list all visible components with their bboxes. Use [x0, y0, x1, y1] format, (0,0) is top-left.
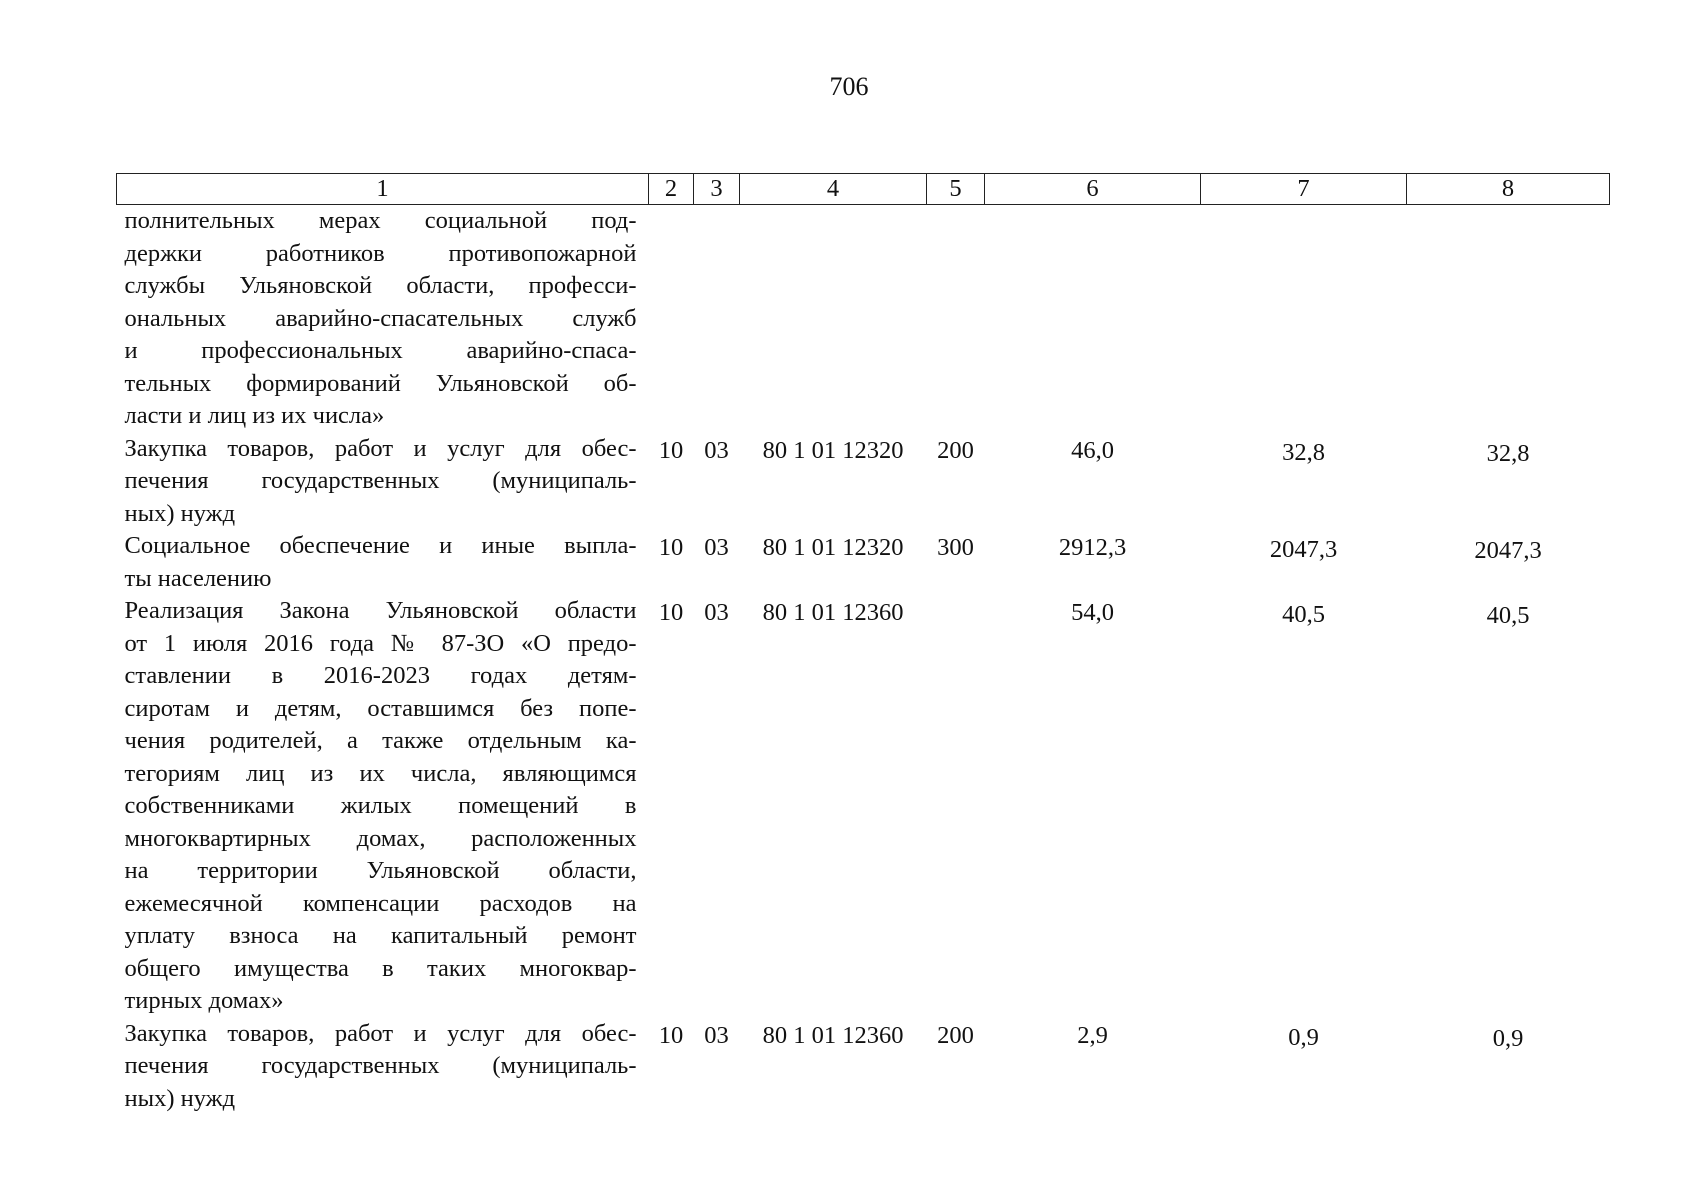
- description-cell: [117, 433, 649, 531]
- description-cell: [117, 595, 649, 1018]
- amount-cell: 2047,3: [1474, 537, 1542, 564]
- description-cell: [117, 530, 649, 595]
- description-line: службы Ульяновской области, професси-: [124, 272, 637, 299]
- amount-cell: 0,9: [1288, 1023, 1319, 1051]
- table-row: [117, 433, 1610, 531]
- description-cell: [117, 205, 649, 433]
- section-code-cell: [649, 205, 694, 433]
- description-line: и профессиональных аварийно-спаса-: [124, 337, 637, 364]
- column-header: 8: [1407, 174, 1610, 205]
- subsection-code-cell: 03: [704, 1021, 729, 1049]
- description-line: на территории Ульяновской области,: [124, 857, 637, 884]
- description-line: уплату взноса на капитальный ремонт: [124, 922, 637, 949]
- column-header: 7: [1201, 174, 1407, 205]
- column-header: 6: [985, 174, 1201, 205]
- subsection-code-cell: 03: [704, 436, 729, 464]
- column-header: 2: [649, 174, 694, 205]
- expense-type-cell: [927, 205, 985, 433]
- description-cell: [117, 1018, 649, 1116]
- description-line: многоквартирных домах, расположенных: [124, 824, 637, 852]
- table-row: [117, 530, 1610, 595]
- subsection-code-cell: 03: [704, 599, 729, 626]
- section-code-cell: 10: [658, 534, 684, 561]
- description-line: ональных аварийно-спасательных служб: [124, 304, 637, 332]
- column-header: 1: [117, 174, 649, 205]
- table-header-row: [117, 174, 1610, 205]
- amount-cell: 0,9: [1492, 1024, 1524, 1052]
- page-number: 706: [829, 72, 869, 101]
- section-code-cell: 10: [658, 1021, 684, 1049]
- table-row: [117, 205, 1610, 433]
- description-line: тельных формирований Ульяновской об-: [124, 369, 637, 397]
- column-header: 4: [740, 174, 927, 205]
- amount-cell: [1201, 205, 1407, 433]
- table-row: [117, 1018, 1610, 1116]
- description-line: полнительных мерах социальной под-: [124, 207, 637, 234]
- table-body: [117, 205, 1610, 1116]
- subsection-code-cell: [694, 205, 740, 433]
- expense-type-cell: 200: [937, 1021, 974, 1049]
- amount-cell: [985, 205, 1201, 433]
- description-line: ежемесячной компенсации расходов на: [124, 889, 637, 917]
- description-line: тегориям лиц из их числа, являющимся: [124, 759, 637, 787]
- description-line: ных) нужд: [124, 499, 236, 527]
- column-header: 3: [694, 174, 740, 205]
- target-article-cell: 80 1 01 12320: [762, 436, 904, 464]
- description-line: ты населению: [124, 564, 272, 592]
- target-article-cell: 80 1 01 12360: [762, 1021, 904, 1049]
- description-line: Социальное обеспечение и иные выпла-: [124, 532, 637, 559]
- description-line: ласти и лиц из их числа»: [124, 402, 385, 429]
- amount-cell: 2912,3: [1058, 534, 1127, 561]
- amount-cell: 54,0: [1071, 599, 1114, 626]
- description-line: ставлении в 2016-2023 годах детям-: [124, 662, 637, 689]
- table-row: [117, 595, 1610, 1018]
- target-article-cell: 80 1 01 12320: [762, 534, 904, 561]
- amount-cell: 32,8: [1282, 438, 1325, 466]
- description-line: печения государственных (муниципаль-: [124, 467, 637, 494]
- target-article-cell: 80 1 01 12360: [762, 599, 904, 626]
- expense-type-cell: [927, 595, 985, 1018]
- description-line: от 1 июля 2016 года № 87-ЗО «О предо-: [124, 629, 637, 657]
- amount-cell: 40,5: [1486, 602, 1530, 629]
- amount-cell: 2,9: [1077, 1021, 1108, 1049]
- amount-cell: 32,8: [1486, 439, 1530, 467]
- description-line: Закупка товаров, работ и услуг для обес-: [124, 1019, 637, 1047]
- description-line: собственниками жилых помещений в: [124, 792, 637, 819]
- description-line: печения государственных (муниципаль-: [124, 1052, 637, 1079]
- section-code-cell: 10: [658, 599, 684, 626]
- expense-type-cell: 200: [937, 436, 974, 464]
- target-article-cell: [740, 205, 927, 433]
- amount-cell: 2047,3: [1269, 536, 1338, 563]
- expense-type-cell: 300: [937, 534, 974, 561]
- description-line: чения родителей, а также отдельным ка-: [124, 727, 637, 754]
- subsection-code-cell: 03: [704, 534, 729, 561]
- section-code-cell: 10: [658, 436, 684, 464]
- description-line: сиротам и детям, оставшимся без попе-: [124, 694, 637, 722]
- amount-cell: 46,0: [1071, 436, 1114, 464]
- description-line: тирных домах»: [124, 987, 284, 1014]
- budget-table: [116, 173, 1610, 1115]
- description-line: Закупка товаров, работ и услуг для обес-: [124, 434, 637, 462]
- amount-cell: [1407, 205, 1610, 433]
- column-header: 5: [927, 174, 985, 205]
- description-line: общего имущества в таких многоквар-: [124, 954, 637, 982]
- description-line: Реализация Закона Ульяновской области: [124, 597, 637, 624]
- description-line: держки работников противопожарной: [124, 239, 637, 267]
- description-line: ных) нужд: [124, 1084, 236, 1112]
- amount-cell: 40,5: [1282, 601, 1325, 628]
